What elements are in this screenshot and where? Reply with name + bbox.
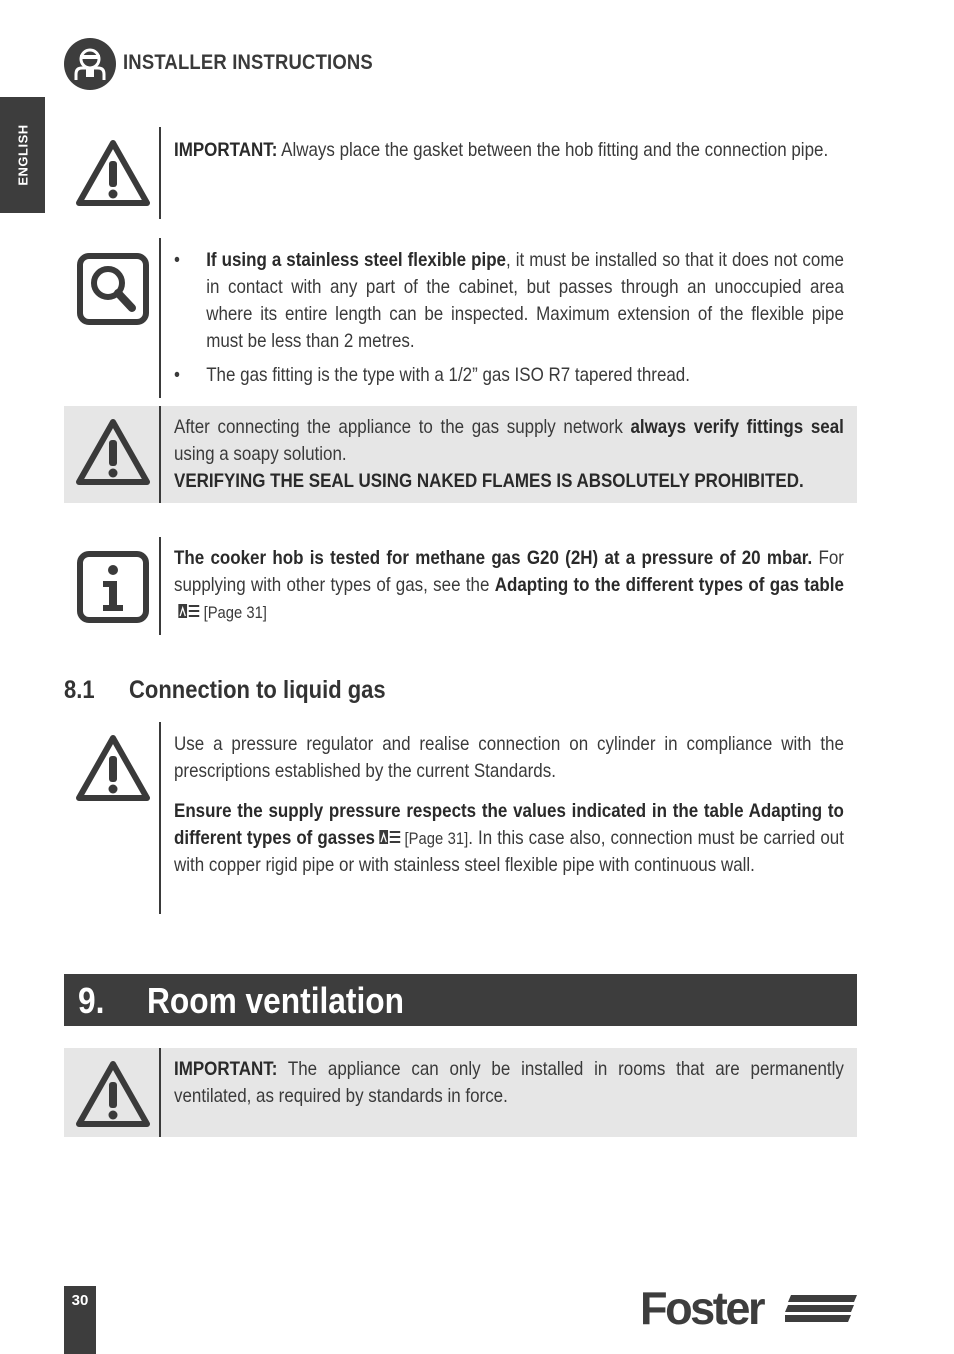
foster-logo bbox=[640, 1283, 860, 1333]
list-item bbox=[174, 362, 844, 389]
methane-info-note bbox=[64, 537, 857, 635]
important-label: IMPORTANT: bbox=[174, 1058, 278, 1080]
brand-name: Foster bbox=[640, 1282, 764, 1334]
table-reference: Adapting to the different types of gas table bbox=[494, 574, 844, 596]
verify-seal-note bbox=[64, 406, 857, 503]
page-number-tab bbox=[64, 1286, 96, 1354]
ventilation-text bbox=[174, 1056, 844, 1110]
divider-line bbox=[159, 1048, 161, 1137]
important-gasket-note bbox=[64, 127, 857, 219]
section-number: 9. bbox=[78, 980, 105, 1021]
inspection-note bbox=[64, 238, 857, 398]
installer-icon bbox=[64, 38, 116, 90]
divider-line bbox=[159, 722, 161, 914]
divider-line bbox=[159, 127, 161, 219]
language-label: ENGLISH bbox=[15, 124, 30, 186]
inspection-text bbox=[174, 247, 844, 396]
list-item bbox=[174, 247, 844, 355]
page-reference-link[interactable]: [Page 31] bbox=[203, 603, 267, 622]
subsection-title: Connection to liquid gas bbox=[129, 676, 386, 704]
divider-line bbox=[159, 406, 161, 503]
divider-line bbox=[159, 537, 161, 635]
bullet-text: , it must be installed so that it does not come in contact with any part of the cabinet, but passes through an unoccupied area where its entire length can be inspected. Maximum extension of the flexible pipe must be less than 2 metres. bbox=[206, 249, 844, 352]
note-body: After connecting the appliance to the gas supply network bbox=[174, 416, 631, 438]
brand-stripes-icon bbox=[785, 1295, 857, 1323]
note-body: using a soapy solution. bbox=[174, 443, 347, 465]
magnifier-icon bbox=[76, 252, 150, 326]
note-text bbox=[174, 137, 844, 164]
paragraph bbox=[174, 798, 844, 879]
language-tab bbox=[0, 97, 45, 213]
table-reference-icon bbox=[177, 600, 200, 616]
divider-line bbox=[159, 238, 161, 398]
note-bold: The cooker hob is tested for methane gas G20 (2H) at a pressure of 20 mbar. bbox=[174, 547, 813, 569]
warning-icon bbox=[76, 1060, 150, 1134]
page-number: 30 bbox=[71, 1292, 89, 1309]
header-title: INSTALLER INSTRUCTIONS bbox=[123, 51, 373, 74]
methane-text bbox=[174, 545, 844, 626]
ventilation-note bbox=[64, 1048, 857, 1137]
warning-icon bbox=[76, 734, 150, 808]
paragraph: Use a pressure regulator and realise connection on cylinder in compliance with the prescriptions established by the current Standards. bbox=[174, 733, 844, 782]
warning-icon bbox=[76, 139, 150, 213]
note-body: The appliance can only be installed in rooms that are permanently ventilated, as required by standards in force. bbox=[174, 1058, 844, 1107]
warning-icon bbox=[76, 418, 150, 492]
liquid-gas-text bbox=[174, 731, 844, 879]
bullet-bold: If using a stainless steel flexible pipe bbox=[206, 249, 507, 271]
note-bold: always verify fittings seal bbox=[630, 416, 844, 438]
liquid-gas-note bbox=[64, 722, 857, 914]
table-reference-icon bbox=[378, 826, 401, 842]
section-title: Room ventilation bbox=[147, 980, 404, 1021]
verify-seal-text bbox=[174, 414, 844, 495]
bullet-text: The gas fitting is the type with a 1/2” gas ISO R7 tapered thread. bbox=[206, 364, 690, 386]
important-label: IMPORTANT: bbox=[174, 139, 278, 161]
subsection-number: 8.1 bbox=[64, 676, 95, 704]
note-body: For supplying with other types of gas, see the bbox=[174, 547, 844, 596]
note-body: Always place the gasket between the hob fitting and the connection pipe. bbox=[277, 139, 829, 161]
prohibited-warning: VERIFYING THE SEAL USING NAKED FLAMES IS ABSOLUTELY PROHIBITED. bbox=[174, 470, 804, 492]
info-icon bbox=[76, 550, 150, 624]
page-reference-link[interactable]: [Page 31] bbox=[404, 829, 469, 848]
note-body: . In this case also, connection must be carried out with copper rigid pipe or with stainless steel flexible pipe with continuous wall. bbox=[174, 827, 844, 876]
note-bold: Ensure the supply pressure respects the values indicated in the table Adapting to different types of gasses bbox=[174, 800, 844, 849]
